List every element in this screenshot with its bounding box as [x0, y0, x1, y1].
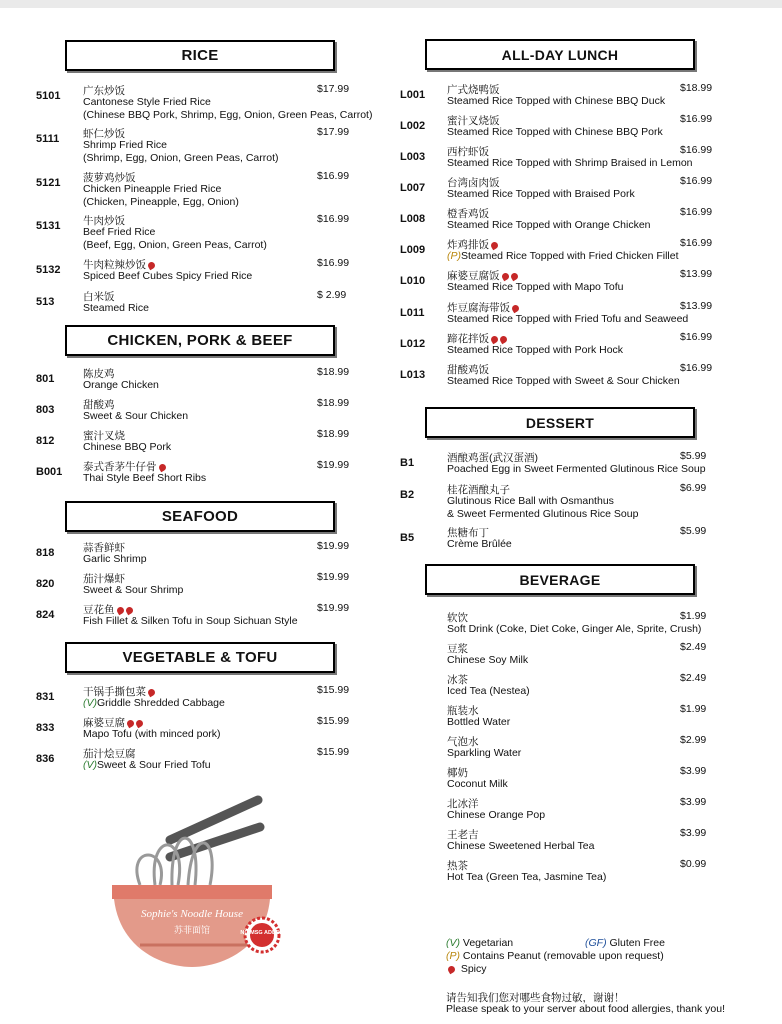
item-price: $1.99: [680, 610, 707, 622]
item-code: 803: [36, 404, 55, 416]
allergy-note-en: Please speak to your server about food allergies, thank you!: [446, 1003, 725, 1015]
section-header-beverage: BEVERAGE: [425, 564, 695, 595]
legend-peanut: (P) Contains Peanut (removable upon request): [446, 950, 664, 962]
item-name-en-text: Chicken Pineapple Fried Rice: [83, 183, 222, 195]
item-name-en-text: Spiced Beef Cubes Spicy Fried Rice: [83, 270, 253, 282]
item-name-en: [83, 472, 206, 484]
item-name-zh-text: 茄汁爆虾: [83, 573, 125, 585]
item-code: L010: [400, 275, 426, 287]
section-header-all-day-lunch: ALL-DAY LUNCH: [425, 39, 695, 70]
item-name-zh-text: 炸豆腐海带饭: [447, 302, 510, 314]
chili-pepper-icon: [500, 271, 510, 281]
item-name-en: [447, 188, 635, 200]
item-name-zh-text: 蜜汁叉烧饭: [447, 115, 500, 127]
item-name-en: [447, 157, 693, 169]
item-name-en: [447, 463, 706, 475]
item-name-en: [447, 375, 680, 387]
item-name-en-text: Hot Tea (Green Tea, Jasmine Tea): [447, 871, 607, 883]
item-code: 833: [36, 722, 55, 734]
item-name-en: [447, 623, 701, 635]
item-name-en-text: Steamed Rice Topped with Mapo Tofu: [447, 281, 624, 293]
item-price: $3.99: [680, 796, 707, 808]
chili-pepper-icon: [115, 605, 125, 615]
item-name-en-text: Steamed Rice Topped with Shrimp Braised in Lemon: [447, 157, 693, 169]
item-name-en: [447, 716, 510, 728]
logo-name-zh: 苏菲面馆: [173, 926, 211, 936]
item-code: L007: [400, 182, 426, 194]
item-name-zh-text: 西柠虾饭: [447, 146, 489, 158]
item-name-en-text: Chinese Orange Pop: [447, 809, 546, 821]
item-price: $13.99: [680, 268, 713, 280]
item-name-en-text: Griddle Shredded Cabbage: [97, 697, 225, 709]
top-bar: [0, 0, 782, 8]
item-name-en-text: Steamed Rice Topped with Sweet & Sour Chicken: [447, 375, 680, 387]
item-name-zh-text: 蹄花拌饭: [447, 333, 489, 345]
item-name-zh-text: 麻婆豆腐饭: [447, 270, 500, 282]
item-name-en-text: Chinese Soy Milk: [447, 654, 529, 666]
item-name-en: [447, 281, 623, 293]
item-price: $6.99: [680, 482, 707, 494]
item-name-en-text: Sweet & Sour Chicken: [83, 410, 189, 422]
item-name-zh-text: 干锅手撕包菜: [83, 686, 146, 698]
item-name-zh-text: 白米饭: [83, 291, 115, 303]
section-header-rice: RICE: [65, 40, 335, 71]
legend-vegetarian: (V) Vegetarian: [446, 937, 514, 949]
item-name-zh-text: 豆浆: [447, 643, 468, 655]
item-code: B1: [400, 457, 415, 469]
item-description: (Chicken, Pineapple, Egg, Onion): [83, 196, 239, 208]
item-price: $0.99: [680, 858, 707, 870]
item-name-en: [447, 344, 623, 356]
chili-pepper-icon: [157, 462, 167, 472]
item-name-zh-text: 牛肉炒饭: [83, 215, 125, 227]
item-name-en-text: Steamed Rice Topped with Chinese BBQ Pork: [447, 126, 663, 138]
item-code: L013: [400, 369, 426, 381]
item-price: $16.99: [317, 170, 350, 182]
item-name-en: [83, 759, 211, 771]
item-name-en-text: Steamed Rice Topped with Braised Pork: [447, 188, 635, 200]
logo-name: Sophie's Noodle House: [141, 908, 243, 920]
item-name-en-text: Steamed Rice Topped with Fried Chicken Fillet: [461, 250, 679, 262]
chili-pepper-icon: [490, 334, 500, 344]
item-code: 831: [36, 691, 55, 703]
item-code: 824: [36, 609, 55, 621]
item-name-en-text: Garlic Shrimp: [83, 553, 147, 565]
item-price: $18.99: [317, 366, 350, 378]
item-code: L002: [400, 120, 426, 132]
item-price: $15.99: [317, 715, 350, 727]
item-code: 820: [36, 578, 55, 590]
item-name-en-text: Crème Brûlée: [447, 538, 512, 550]
allergy-note-zh: 请告知我们您对哪些食物过敏，谢谢！: [446, 992, 625, 1004]
item-name-en: [83, 441, 171, 453]
item-price: $18.99: [317, 428, 350, 440]
legend-gluten-free: (GF) Gluten Free: [585, 937, 665, 949]
item-price: $17.99: [317, 83, 350, 95]
item-code: B5: [400, 532, 415, 544]
section-header-chicken-pork-beef: CHICKEN, PORK & BEEF: [65, 325, 335, 356]
item-name-zh-text: 气泡水: [447, 736, 479, 748]
item-code: B2: [400, 489, 415, 501]
item-name-en-text: Steamed Rice Topped with Pork Hock: [447, 344, 624, 356]
item-name-en: [83, 728, 221, 740]
item-price: $19.99: [317, 571, 350, 583]
item-name-en-text: Shrimp Fried Rice: [83, 139, 168, 151]
item-name-en: [83, 270, 252, 282]
item-name-en-text: Iced Tea (Nestea): [447, 685, 530, 697]
item-name-zh-text: 王老吉: [447, 829, 479, 841]
item-price: $5.99: [680, 450, 707, 462]
item-price: $16.99: [317, 257, 350, 269]
item-price: $ 2.99: [317, 289, 347, 301]
item-name-zh-text: 热茶: [447, 860, 468, 872]
chili-pepper-icon: [124, 605, 134, 615]
item-price: $18.99: [680, 82, 713, 94]
chili-pepper-icon: [511, 303, 521, 313]
item-name-zh-text: 牛肉粒辣炒饭: [83, 259, 146, 271]
item-name-en: [83, 410, 188, 422]
item-name-en-text: Bottled Water: [447, 716, 511, 728]
item-name-en-text: Steamed Rice Topped with Orange Chicken: [447, 219, 651, 231]
item-price: $19.99: [317, 459, 350, 471]
chili-pepper-icon: [147, 687, 157, 697]
item-code: 5111: [36, 133, 60, 145]
item-name-en: [447, 840, 595, 852]
chili-pepper-icon: [499, 334, 509, 344]
item-price: $16.99: [680, 113, 713, 125]
item-name-en-text: Sparkling Water: [447, 747, 522, 759]
item-name-zh-text: 麻婆豆腐: [83, 717, 125, 729]
item-name-en: [447, 219, 651, 231]
item-name-zh-text: 冰茶: [447, 674, 468, 686]
item-price: $2.99: [680, 734, 707, 746]
item-name-zh-text: 虾仁炒饭: [83, 128, 125, 140]
item-code: 818: [36, 547, 55, 559]
item-code: L003: [400, 151, 426, 163]
item-code: 836: [36, 753, 55, 765]
item-name-en: [447, 95, 665, 107]
item-name-zh-text: 甜酸鸡: [83, 399, 115, 411]
item-price: $16.99: [680, 175, 713, 187]
item-code: L011: [400, 307, 425, 319]
item-price: $3.99: [680, 827, 707, 839]
item-price: $16.99: [680, 331, 713, 343]
item-price: $13.99: [680, 300, 713, 312]
item-code: 5132: [36, 264, 61, 276]
item-name-en-text: Poached Egg in Sweet Fermented Glutinous Rice Soup: [447, 463, 706, 475]
item-name-zh-text: 广东炒饭: [83, 85, 125, 97]
item-name-en: [83, 615, 298, 627]
item-name-en: [83, 139, 167, 151]
item-name-en-text: Soft Drink (Coke, Diet Coke, Ginger Ale, Sprite, Crush): [447, 623, 702, 635]
item-name-en-text: Beef Fried Rice: [83, 226, 156, 238]
item-description: (Shrimp, Egg, Onion, Green Peas, Carrot): [83, 152, 279, 164]
item-name-en: [447, 495, 614, 507]
item-name-zh-text: 焦糖布丁: [447, 527, 489, 539]
chili-pepper-icon: [135, 718, 145, 728]
item-name-en-text: Sweet & Sour Shrimp: [83, 584, 184, 596]
item-code: L001: [400, 89, 426, 101]
item-price: $3.99: [680, 765, 707, 777]
item-name-en: [83, 183, 221, 195]
legend-spicy: Spicy: [446, 963, 487, 975]
item-name-en-text: Steamed Rice Topped with Chinese BBQ Duck: [447, 95, 666, 107]
item-name-en: [83, 226, 155, 238]
item-name-en-text: Coconut Milk: [447, 778, 508, 790]
item-code: L009: [400, 244, 426, 256]
item-price: $2.49: [680, 672, 707, 684]
item-name-en-text: Chinese Sweetened Herbal Tea: [447, 840, 595, 852]
item-name-en: [447, 538, 512, 550]
item-code: 5101: [36, 90, 61, 102]
chili-pepper-icon: [147, 260, 157, 270]
item-name-en: [447, 778, 508, 790]
item-name-zh-text: 台湾卤肉饭: [447, 177, 500, 189]
item-name-zh-text: 茄汁烩豆腐: [83, 748, 136, 760]
item-name-en: [83, 584, 183, 596]
item-price: $16.99: [680, 144, 713, 156]
item-code: L008: [400, 213, 426, 225]
item-price: $2.49: [680, 641, 707, 653]
item-name-en-text: Sweet & Sour Fried Tofu: [97, 759, 211, 771]
section-header-seafood: SEAFOOD: [65, 501, 335, 532]
item-price: $16.99: [680, 237, 713, 249]
diet-tag: (V): [83, 759, 97, 771]
item-price: $19.99: [317, 602, 350, 614]
item-name-zh-text: 软饮: [447, 612, 468, 624]
item-name-zh-text: 橙香鸡饭: [447, 208, 489, 220]
item-name-zh-text: 泰式香茅牛仔骨: [83, 461, 157, 473]
item-name-en: [447, 654, 528, 666]
item-code: 801: [36, 373, 55, 385]
item-name-zh-text: 蜜汁叉烧: [83, 430, 125, 442]
item-name-en: [447, 250, 679, 262]
chili-pepper-icon: [490, 240, 500, 250]
item-price: $17.99: [317, 126, 350, 138]
item-name-en: [447, 747, 521, 759]
item-name-en: [447, 685, 530, 697]
item-price: $16.99: [680, 206, 713, 218]
item-name-zh-text: 陈皮鸡: [83, 368, 115, 380]
item-name-zh-text: 椰奶: [447, 767, 468, 779]
item-name-en-text: Steamed Rice: [83, 302, 149, 314]
item-name-en-text: Cantonese Style Fried Rice: [83, 96, 211, 108]
section-header-dessert: DESSERT: [425, 407, 695, 438]
item-name-zh-text: 酒酿鸡蛋(武汉蛋酒): [447, 452, 538, 464]
chili-pepper-icon: [509, 271, 519, 281]
item-name-en: [83, 96, 211, 108]
item-code: 5131: [36, 220, 61, 232]
item-price: $15.99: [317, 746, 350, 758]
chili-pepper-icon: [447, 964, 457, 974]
item-name-en-text: Mapo Tofu (with minced pork): [83, 728, 221, 740]
item-code: B001: [36, 466, 63, 478]
item-name-zh-text: 广式烧鸭饭: [447, 84, 500, 96]
no-msg-badge: NO MSG ADDED: [240, 930, 284, 936]
item-price: $19.99: [317, 540, 350, 552]
item-code: 5121: [36, 177, 61, 189]
diet-tag: (V): [83, 697, 97, 709]
item-price: $15.99: [317, 684, 350, 696]
item-name-en: [83, 697, 225, 709]
diet-tag: (P): [447, 250, 461, 262]
item-description: (Chinese BBQ Pork, Shrimp, Egg, Onion, Green Peas, Carrot): [83, 109, 373, 121]
item-name-zh-text: 豆花鱼: [83, 604, 115, 616]
item-code: 513: [36, 296, 55, 308]
item-price: $1.99: [680, 703, 707, 715]
item-name-zh-text: 炸鸡排饭: [447, 239, 489, 251]
chili-pepper-icon: [126, 718, 136, 728]
item-name-zh-text: 桂花酒酿丸子: [447, 484, 510, 496]
item-name-en-text: Steamed Rice Topped with Fried Tofu and Seaweed: [447, 313, 689, 325]
item-name-zh-text: 甜酸鸡饭: [447, 364, 489, 376]
item-name-en-text: Chinese BBQ Pork: [83, 441, 172, 453]
item-description: (Beef, Egg, Onion, Green Peas, Carrot): [83, 239, 267, 251]
item-code: 812: [36, 435, 55, 447]
item-name-zh-text: 北冰洋: [447, 798, 479, 810]
item-name-en-text: Thai Style Beef Short Ribs: [83, 472, 207, 484]
item-code: L012: [400, 338, 426, 350]
item-name-en: [83, 553, 147, 565]
section-header-vegetable-tofu: VEGETABLE & TOFU: [65, 642, 335, 673]
item-name-zh-text: 菠萝鸡炒饭: [83, 172, 136, 184]
item-price: $16.99: [680, 362, 713, 374]
item-name-en: [83, 379, 159, 391]
item-name-en: [83, 302, 149, 314]
item-name-en-text: Glutinous Rice Ball with Osmanthus: [447, 495, 614, 507]
item-name-en: [447, 313, 688, 325]
item-price: $5.99: [680, 525, 707, 537]
item-name-en-text: Fish Fillet & Silken Tofu in Soup Sichuan Style: [83, 615, 298, 627]
item-name-en-text: Orange Chicken: [83, 379, 159, 391]
item-name-en: [447, 871, 606, 883]
item-description: & Sweet Fermented Glutinous Rice Soup: [447, 508, 639, 520]
noodle-bowl-logo: [100, 785, 290, 975]
item-name-zh-text: 蒜香鲜虾: [83, 542, 125, 554]
item-name-en: [447, 126, 663, 138]
item-price: $16.99: [317, 213, 350, 225]
item-price: $18.99: [317, 397, 350, 409]
item-name-zh-text: 瓶装水: [447, 705, 479, 717]
item-name-en: [447, 809, 545, 821]
